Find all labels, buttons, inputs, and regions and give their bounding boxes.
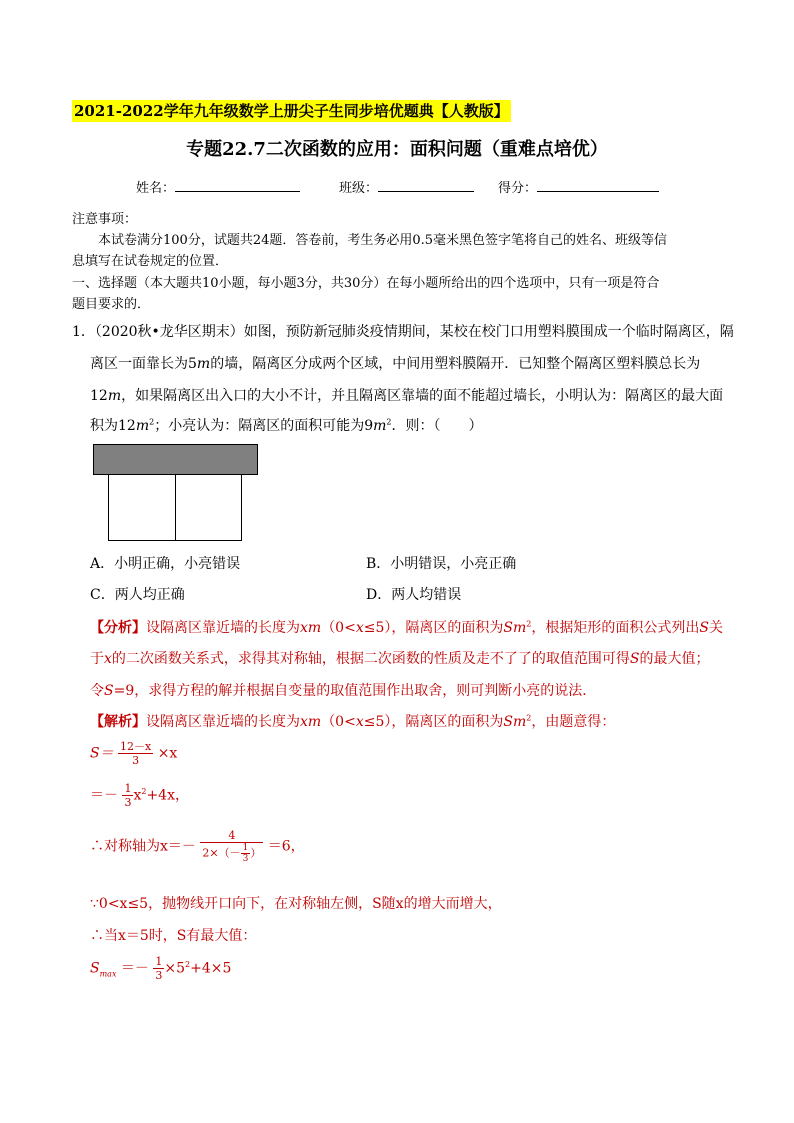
series-banner: 2021-2022学年九年级数学上册尖子生同步培优题典【人教版】	[74, 102, 509, 120]
equation-1: S＝ $\frac{12-x}{3}$ ×x	[90, 740, 178, 767]
option-c[interactable]: C．两人均正确	[90, 587, 185, 603]
question-1-line-4: 积为$12m^2$；小亮认为：隔离区的面积可能为$9m^2$．则：（ ）	[90, 417, 483, 434]
question-1-line-1: 1．（2020秋•龙华区期末）如图，预防新冠肺炎疫情期间，某校在校门口用塑料膜围成一个临时隔离区，隔	[72, 324, 734, 340]
option-a[interactable]: A．小明正确，小亮错误	[90, 556, 241, 572]
notice-line-2: 息填写在试卷规定的位置．	[72, 254, 229, 269]
score-label: 得分：	[498, 181, 538, 196]
score-field	[498, 177, 659, 196]
name-blank[interactable]	[175, 177, 300, 192]
analysis-line-3: 令S=9，求得方程的解并根据自变量的取值范围作出取舍，则可判断小亮的说法．	[90, 683, 597, 699]
notice-line-1: 本试卷满分100分，试题共24题．答卷前，考生务必用0.5毫米黑色签字笔将自己的姓名、班级等信	[98, 233, 668, 248]
equation-3: ∴对称轴为x＝－ 4 2×（－ $\frac{1}{3}$ ） ＝6，	[90, 829, 305, 864]
option-d[interactable]: D．两人均错误	[366, 587, 462, 603]
page-title: 专题22.7二次函数的应用：面积问题（重难点培优）	[186, 139, 608, 160]
name-field	[136, 177, 300, 196]
solution-line-5: ∵0<x≤5，抛物线开口向下，在对称轴左侧，S随x的增大而增大，	[90, 896, 502, 912]
option-b[interactable]: B．小明错误，小亮正确	[366, 556, 517, 572]
analysis-line-2: 于x的二次函数关系式，求得其对称轴，根据二次函数的性质及走不了了的取值范围可得S的最大值；	[90, 651, 710, 667]
question-1-line-3: 12m，如果隔离区出入口的大小不计，并且隔离区靠墙的面不能超过墙长，小明认为：隔离区的最大面	[90, 388, 724, 404]
class-blank[interactable]	[378, 177, 474, 192]
question-1-line-2: 离区一面靠长为5m的墙，隔离区分成两个区域，中间用塑料膜隔开．已知整个隔离区塑料膜总长为	[90, 356, 701, 372]
score-blank[interactable]	[537, 177, 659, 192]
wall-shape	[93, 444, 258, 475]
section-heading-line-2: 题目要求的．	[72, 297, 151, 312]
solution-line-6: ∴当x＝5时，S有最大值：	[90, 928, 257, 944]
analysis-line-1: 【分析】设隔离区靠近墙的长度为xm（0<x≤5），隔离区的面积为Sm$^2$，根据矩形的面积公式列出S关	[90, 619, 723, 636]
isolation-area-figure	[93, 444, 258, 542]
divider-line	[175, 474, 176, 540]
solution-line-1: 【解析】设隔离区靠近墙的长度为xm（0<x≤5），隔离区的面积为Sm$^2$，由题意得：	[90, 713, 616, 730]
name-label: 姓名：	[136, 181, 176, 196]
class-field	[339, 177, 474, 196]
notice-heading: 注意事项：	[72, 212, 138, 227]
class-label: 班级：	[339, 181, 379, 196]
section-heading-line-1: 一、选择题（本大题共10小题，每小题3分，共30分）在每小题所给出的四个选项中，只有一项是符合	[72, 276, 660, 291]
equation-2: ＝－ $\frac{1}{3}$ $x^2+4x$，	[90, 782, 189, 809]
equation-4: $S_{max}$ ＝－ $\frac{1}{3}$ $\times 5^2+4\times 5$	[90, 955, 232, 982]
